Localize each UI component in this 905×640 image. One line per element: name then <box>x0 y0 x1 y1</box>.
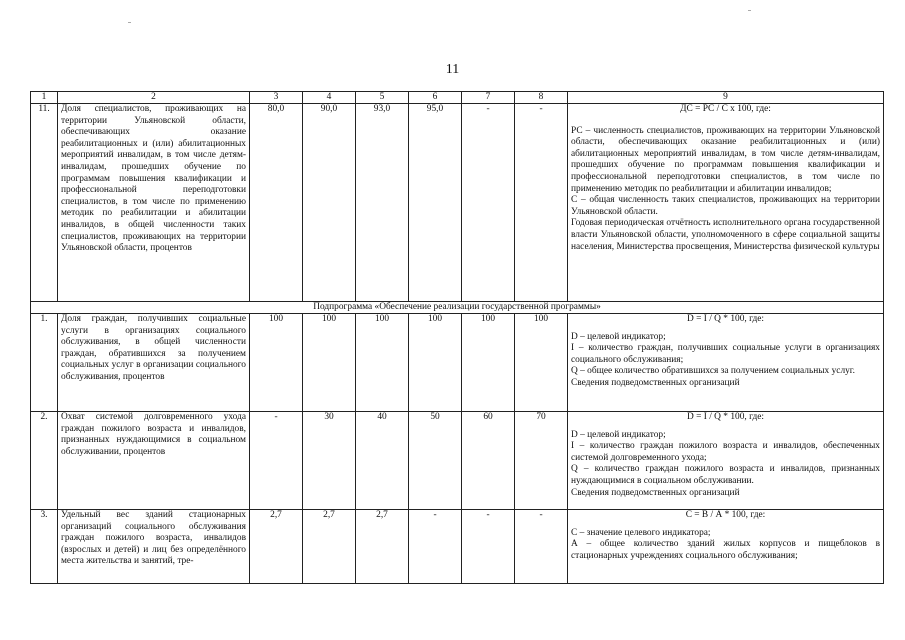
value-cell: 100 <box>515 314 568 412</box>
formula-desc: Q – количество граждан пожилого возраста и инвалидов, признанных нуждающимися в социальном обслуживании. <box>571 464 880 486</box>
indicators-table <box>30 91 884 584</box>
value-cell: - <box>515 104 568 302</box>
value-cell: 2,7 <box>303 510 356 584</box>
formula-desc: I – количество граждан, получивших социальные услуги в организациях социального обслуживания; <box>571 343 880 365</box>
value-cell: - <box>462 510 515 584</box>
value-cell: 93,0 <box>356 104 409 302</box>
value-cell: - <box>515 510 568 584</box>
table-row <box>31 510 884 584</box>
method-cell <box>568 104 884 302</box>
col-header: 8 <box>515 92 568 104</box>
subprogram-row <box>31 302 884 314</box>
indicator-name: Доля граждан, получивших социальные услуги в организациях социального обслуживания, в общей численности граждан, обратившихся за получением социальных услуг в организации социального обслуживания, процентов <box>58 314 250 412</box>
indicator-name: Доля специалистов, проживающих на территории Ульяновской области, обеспечивающих оказание реабилитационных и (или) абилитационных мероприятий инвалидам, в том числе детям-инвалидам, прошедших обучение по программам повышения квалификации и профессиональной переподготовки специалистов, в том числе по применению методик по реабилитации и абилитации инвалидов, в общей численности таких специалистов, проживающих на территории Ульяновской области, процентов <box>58 104 250 302</box>
data-source: Годовая периодическая отчётность исполнительного органа государственной власти Ульяновской области, уполномоченного в сфере социальной защиты населения, Министерства просвещения, Министерства физической культуры <box>571 218 880 252</box>
method-cell <box>568 314 884 412</box>
table-row <box>31 104 884 302</box>
value-cell: - <box>409 510 462 584</box>
method-cell <box>568 510 884 584</box>
value-cell: 95,0 <box>409 104 462 302</box>
row-number: 11. <box>31 104 58 302</box>
table-row <box>31 412 884 510</box>
row-number: 2. <box>31 412 58 510</box>
formula-desc: D – целевой индикатор; <box>571 331 666 342</box>
formula-desc: Q – общее количество обратившихся за получением социальных услуг. <box>571 366 855 377</box>
formula-desc: I – количество граждан пожилого возраста и инвалидов, обеспеченных системой долговременного ухода; <box>571 441 880 463</box>
formula: D = I / Q * 100, где: <box>687 412 764 422</box>
value-cell: 100 <box>356 314 409 412</box>
scan-speck <box>128 22 131 23</box>
value-cell: 50 <box>409 412 462 510</box>
scan-speck <box>748 10 751 11</box>
col-header: 2 <box>58 92 250 104</box>
col-header: 5 <box>356 92 409 104</box>
value-cell: 100 <box>303 314 356 412</box>
value-cell: 2,7 <box>250 510 303 584</box>
formula: С = В / А * 100, где: <box>685 510 766 520</box>
table-row <box>31 314 884 412</box>
formula-desc: С – значение целевого индикатора; <box>571 527 711 538</box>
value-cell: 40 <box>356 412 409 510</box>
formula-desc: D – целевой индикатор; <box>571 429 666 440</box>
value-cell: - <box>250 412 303 510</box>
col-header: 6 <box>409 92 462 104</box>
header-row <box>31 92 884 104</box>
row-number: 3. <box>31 510 58 584</box>
value-cell: 2,7 <box>356 510 409 584</box>
formula-desc: РС – численность специалистов, проживающих на территории Ульяновской области, обеспечивающих оказание реабилитационных и (или) абилитационных мероприятий инвалидам, в том числе детям-инвалидам, прошедших обучение по программам повышения квалификации и профессиональной переподготовки специалистов, в том числе по применению методик по реабилитации и абилитации инвалидов; <box>571 125 880 194</box>
formula: D = I / Q * 100, где: <box>687 314 764 324</box>
value-cell: 30 <box>303 412 356 510</box>
col-header: 9 <box>568 92 884 104</box>
value-cell: 100 <box>250 314 303 412</box>
indicator-name: Удельный вес зданий стационарных организаций социального обслуживания граждан пожилого возраста, инвалидов (взрослых и детей) и лиц без определённого места жительства и занятий, тре- <box>58 510 250 584</box>
value-cell: 80,0 <box>250 104 303 302</box>
col-header: 7 <box>462 92 515 104</box>
value-cell: 90,0 <box>303 104 356 302</box>
col-header: 4 <box>303 92 356 104</box>
formula-desc: С – общая численность таких специалистов, проживающих на территории Ульяновской области. <box>571 195 880 217</box>
page-number: 11 <box>445 62 460 77</box>
row-number: 1. <box>31 314 58 412</box>
formula: ДС = РС / С х 100, где: <box>680 104 771 114</box>
value-cell: 100 <box>409 314 462 412</box>
col-header: 1 <box>31 92 58 104</box>
formula-desc: А – общее количество зданий жилых корпусов и пищеблоков в стационарных учреждениях социального обслуживания; <box>571 539 880 561</box>
indicator-name: Охват системой долговременного ухода граждан пожилого возраста и инвалидов, признанных нуждающимися в социальном обслуживании, процентов <box>58 412 250 510</box>
subprogram-title: Подпрограмма «Обеспечение реализации государственной программы» <box>31 302 884 314</box>
col-header: 3 <box>250 92 303 104</box>
method-cell <box>568 412 884 510</box>
value-cell: 70 <box>515 412 568 510</box>
value-cell: - <box>462 104 515 302</box>
value-cell: 60 <box>462 412 515 510</box>
data-source: Сведения подведомственных организаций <box>571 487 740 498</box>
value-cell: 100 <box>462 314 515 412</box>
data-source: Сведения подведомственных организаций <box>571 377 740 388</box>
